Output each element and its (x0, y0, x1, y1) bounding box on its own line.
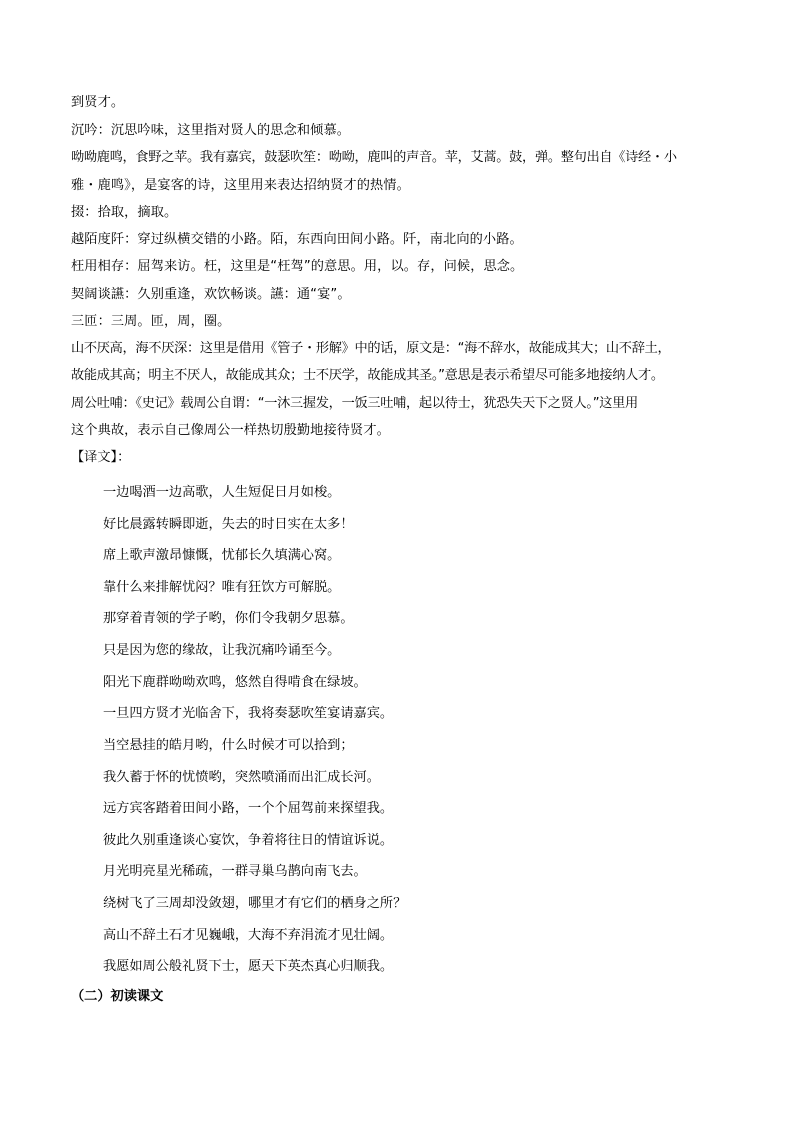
note-line: 契阔谈讌：久别重逢，欢饮畅谈。讌：通“宴”。 (71, 287, 351, 302)
note-line: 雅・鹿鸣》，是宴客的诗，这里用来表达招纳贤才的热情。 (71, 178, 410, 193)
note-line: 掇：拾取，摘取。 (71, 205, 178, 220)
translation-heading: 【译文】： (71, 450, 131, 465)
translation-line: 当空悬挂的皓月哟，什么时候才可以拾到； (103, 738, 354, 753)
translation-line: 只是因为您的缘故，让我沉痛吟诵至今。 (103, 643, 341, 658)
translation-line: 一旦四方贤才光临舍下，我将奏瑟吹笙宴请嘉宾。 (103, 706, 394, 721)
note-line: 山不厌高，海不厌深：这里是借用《管子・形解》中的话，原文是：“海不辞水，故能成其大；山不辞土， (71, 341, 671, 356)
translation-line: 远方宾客踏着田间小路，一个个屈驾前来探望我。 (103, 801, 394, 816)
note-line: 枉用相存：屈驾来访。枉，这里是“枉驾”的意思。用，以。存，问候，思念。 (71, 259, 524, 274)
translation-line: 席上歌声激昂慷慨，忧郁长久填满心窝。 (103, 548, 341, 563)
note-line: 三匝：三周。匝，周，圈。 (71, 314, 231, 329)
translation-line: 那穿着青领的学子哟，你们令我朝夕思慕。 (103, 611, 354, 626)
translation-line: 靠什么来排解忧闷？唯有狂饮方可解脱。 (103, 580, 341, 595)
translation-line: 阳光下鹿群呦呦欢鸣，悠然自得啃食在绿坡。 (103, 675, 367, 690)
translation-line: 好比晨露转瞬即逝，失去的时日实在太多！ (103, 517, 354, 532)
translation-line: 月光明亮星光稀疏，一群寻巢乌鹊向南飞去。 (103, 864, 367, 879)
note-line: 这个典故，表示自己像周公一样热切殷勤地接待贤才。 (71, 423, 390, 438)
note-line: 故能成其高；明主不厌人，故能成其众；士不厌学，故能成其圣。”意思是表示希望尽可能多地接纳人才。 (71, 368, 664, 383)
note-line: 呦呦鹿鸣，食野之苹。我有嘉宾，鼓瑟吹笙：呦呦，鹿叫的声音。苹，艾蒿。鼓，弹。整句出自《诗经・小 (71, 150, 677, 165)
note-line: 到贤才。 (71, 95, 125, 110)
translation-line: 我久蓄于怀的忧愤哟，突然喷涌而出汇成长河。 (103, 770, 380, 785)
translation-line: 绕树飞了三周却没敛翅，哪里才有它们的栖身之所？ (103, 896, 407, 911)
translation-line: 高山不辞土石才见巍峨，大海不弃涓流才见壮阔。 (103, 928, 394, 943)
note-line: 越陌度阡：穿过纵横交错的小路。陌，东西向田间小路。阡，南北向的小路。 (71, 232, 523, 247)
translation-line: 我愿如周公般礼贤下士，愿天下英杰真心归顺我。 (103, 959, 394, 974)
section-heading: （二）初读课文 (71, 989, 164, 1004)
translation-line: 彼此久别重逢谈心宴饮，争着将往日的情谊诉说。 (103, 833, 394, 848)
note-line: 周公吐哺：《史记》载周公自谓：“一沐三握发，一饭三吐哺，起以待士，犹恐失天下之贤人。”这里用 (71, 396, 638, 411)
translation-line: 一边喝酒一边高歌，人生短促日月如梭。 (103, 485, 341, 500)
note-line: 沉吟：沉思吟味，这里指对贤人的思念和倾慕。 (71, 123, 351, 138)
